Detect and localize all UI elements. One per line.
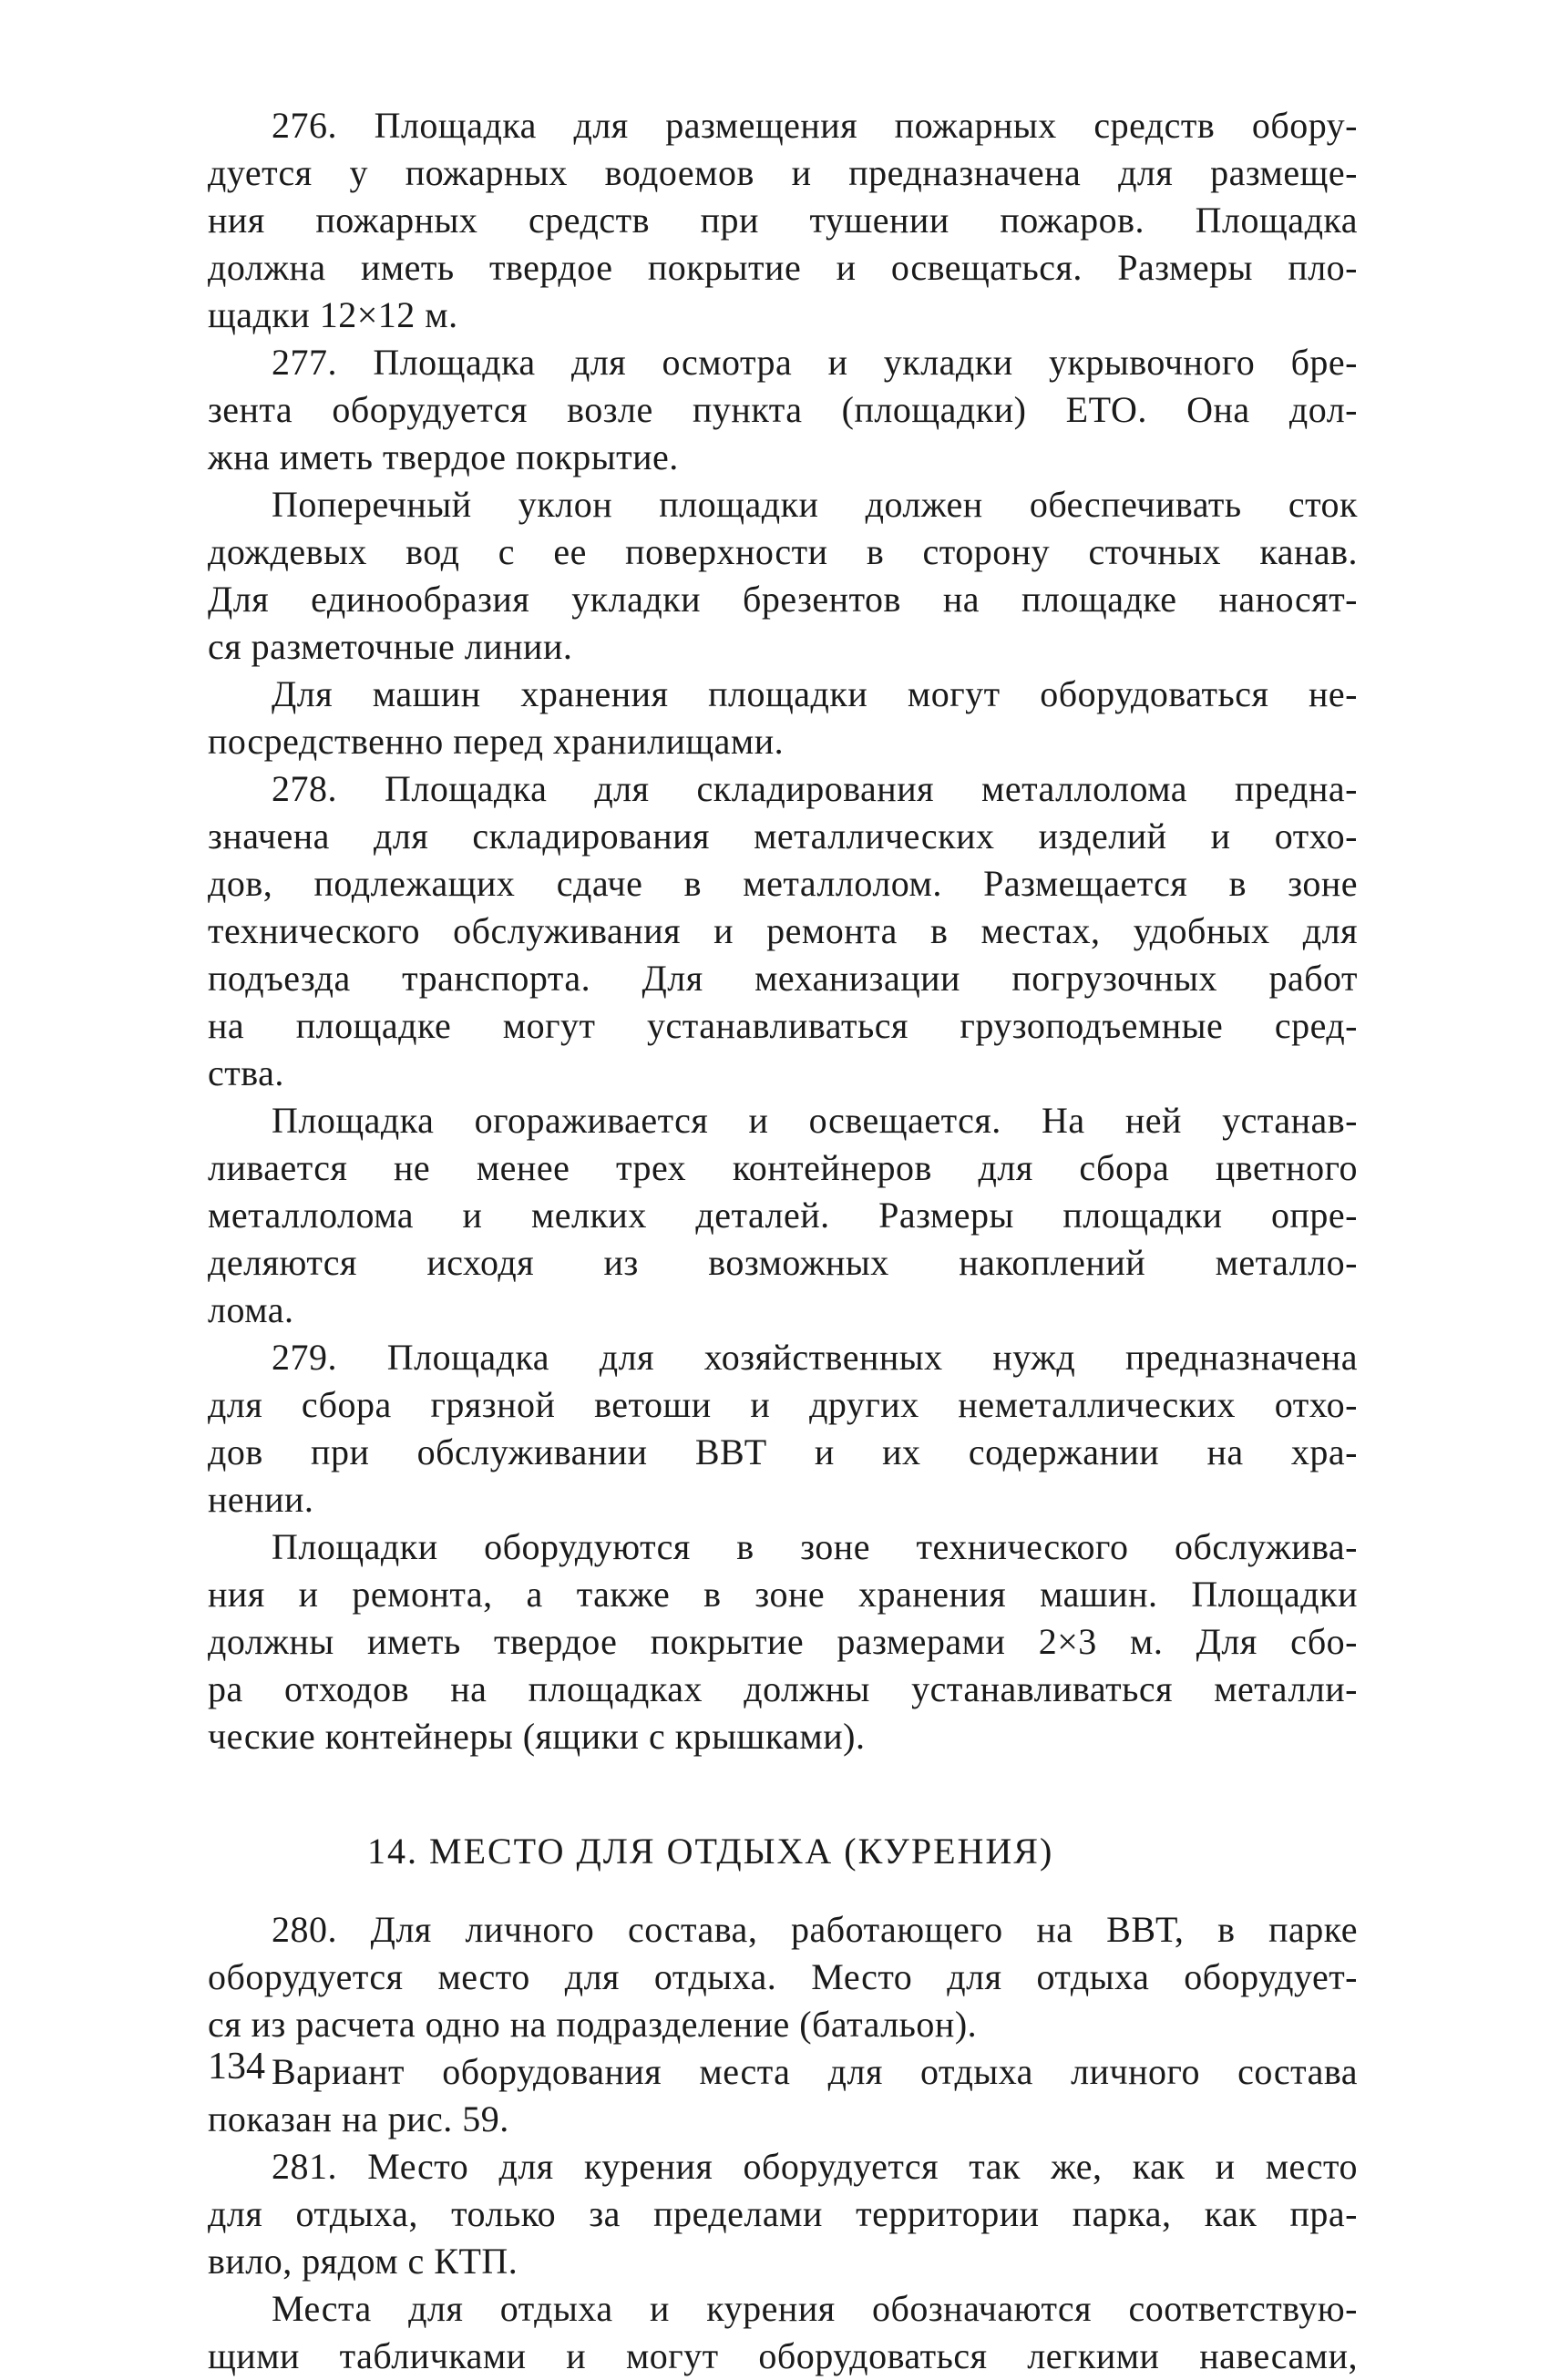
text-line: нении. [208, 1479, 314, 1520]
paragraph-278 [208, 765, 1358, 1097]
text-line: 277. Площадка для осмотра и укладки укрывочного бре- [272, 342, 1358, 383]
text-line: лома. [208, 1289, 294, 1330]
text-line: Площадки оборудуются в зоне технического обслужива- [272, 1526, 1358, 1567]
text-line: дов, подлежащих сдаче в металлолом. Размещается в зоне [208, 863, 1358, 904]
text-line: оборудуется место для отдыха. Место для отдыха оборудует- [208, 1956, 1358, 1997]
text-line: Вариант оборудования места для отдыха личного состава [272, 2051, 1358, 2092]
text-line: ния пожарных средств при тушении пожаров. Площадка [208, 200, 1358, 241]
text-line: деляются исходя из возможных накоплений металло- [208, 1242, 1358, 1283]
text-line: ства. [208, 1052, 284, 1093]
page-body [208, 102, 1358, 2380]
paragraph-276 [208, 102, 1358, 339]
text-line: для сбора грязной ветоши и других неметаллических отхо- [208, 1384, 1358, 1425]
text-line: Поперечный уклон площадки должен обеспечивать сток [272, 484, 1358, 525]
text-line: должна иметь твердое покрытие и освещаться. Размеры пло- [208, 247, 1358, 288]
text-line: посредственно перед хранилищами. [208, 721, 785, 762]
text-line: щадки 12×12 м. [208, 294, 458, 335]
text-line: ся разметочные линии. [208, 626, 573, 667]
paragraph-278-fencing [208, 1097, 1358, 1334]
text-line: вило, рядом с КТП. [208, 2241, 518, 2282]
text-line: Места для отдыха и курения обозначаются соответствую- [272, 2288, 1358, 2329]
text-line: 280. Для личного состава, работающего на ВВТ, в парке [272, 1909, 1358, 1950]
text-line: 278. Площадка для складирования металлолома предна- [272, 768, 1358, 809]
paragraph-281 [208, 2143, 1358, 2285]
paragraph-277-cross-slope [208, 481, 1358, 671]
text-line: Для машин хранения площадки могут оборудоваться не- [272, 673, 1358, 714]
text-line: щими табличками и могут оборудоваться легкими навесами, [208, 2335, 1358, 2376]
text-line: ческие контейнеры (ящики с крышками). [208, 1716, 866, 1757]
text-line: дуется у пожарных водоемов и предназначена для размеще- [208, 152, 1358, 193]
text-line: подъезда транспорта. Для механизации погрузочных работ [208, 958, 1358, 999]
text-line: на площадке могут устанавливаться грузоподъемные сред- [208, 1005, 1358, 1046]
text-line: технического обслуживания и ремонта в местах, удобных для [208, 910, 1358, 951]
paragraph-280-variant [208, 2048, 1358, 2143]
paragraph-279 [208, 1334, 1358, 1523]
text-line: 276. Площадка для размещения пожарных средств обору- [272, 105, 1358, 146]
text-line: ра отходов на площадках должны устанавливаться металли- [208, 1668, 1358, 1709]
section-heading: 14. МЕСТО ДЛЯ ОТДЫХА (КУРЕНИЯ) [367, 1831, 1054, 1872]
text-line: показан на рис. 59. [208, 2098, 509, 2139]
text-line: Для единообразия укладки брезентов на площадке наносят- [208, 579, 1358, 620]
text-line: значена для складирования металлических изделий и отхо- [208, 816, 1358, 857]
text-line: ния и ремонта, а также в зоне хранения машин. Площадки [208, 1574, 1358, 1615]
text-line: Площадка огораживается и освещается. На ней устанав- [272, 1100, 1358, 1141]
text-line: дов при обслуживании ВВТ и их содержании на хра- [208, 1431, 1358, 1472]
page-number: 134 [208, 2046, 265, 2088]
text-line: зента оборудуется возле пункта (площадки) ЕТО. Она дол- [208, 389, 1358, 430]
text-line: жна иметь твердое покрытие. [208, 436, 679, 477]
paragraph-277 [208, 339, 1358, 481]
text-line: 279. Площадка для хозяйственных нужд предназначена [272, 1337, 1358, 1378]
paragraph-277-storage [208, 671, 1358, 765]
text-line: 281. Место для курения оборудуется так же, как и место [272, 2146, 1358, 2187]
text-line: ся из расчета одно на подразделение (батальон). [208, 2004, 978, 2045]
text-line: должны иметь твердое покрытие размерами 2×3 м. Для сбо- [208, 1621, 1358, 1662]
text-line: металлолома и мелких деталей. Размеры площадки опре- [208, 1195, 1358, 1236]
text-line: для отдыха, только за пределами территории парка, как пра- [208, 2193, 1358, 2234]
paragraph-279-equipment [208, 1523, 1358, 1760]
paragraph-281-signs [208, 2285, 1358, 2380]
text-line: ливается не менее трех контейнеров для сбора цветного [208, 1147, 1358, 1188]
paragraph-280 [208, 1906, 1358, 2048]
text-line: дождевых вод с ее поверхности в сторону сточных канав. [208, 531, 1358, 572]
